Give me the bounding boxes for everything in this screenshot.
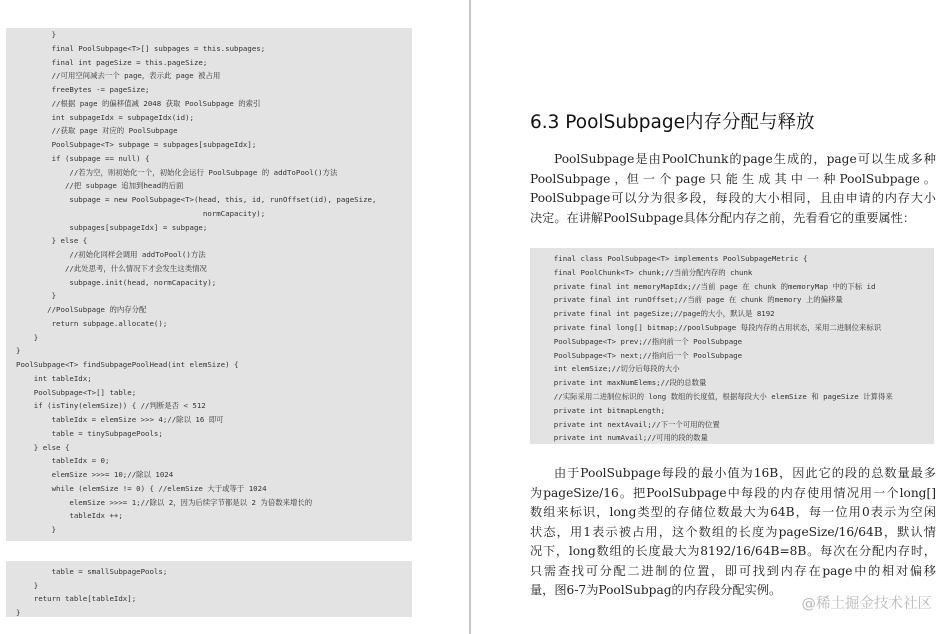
code-line: if (subpage == null) { <box>16 153 150 163</box>
code-line: PoolSubpage<T> prev;//指向前一个 PoolSubpage <box>536 336 743 346</box>
code-line: } <box>16 291 57 301</box>
code-line: return table[tableIdx]; <box>16 594 137 603</box>
code-line: PoolSubpage<T>[] table; <box>16 387 137 397</box>
code-line: //实际采用二进制位标识的 long 数组的长度值，根据每段大小 elemSize 和 pageSize 计算得来 <box>536 392 893 401</box>
code-line: private final int memoryMapIdx;//当前 page 在 chunk 的memoryMap 中的下标 id <box>536 281 876 291</box>
intro-paragraph <box>530 150 936 228</box>
code-line: //此处思考，什么情况下才会发生这类情况 <box>16 263 207 273</box>
code-block-allocate-subpage <box>6 28 412 541</box>
code-line: tableIdx = elemSize >>> 4;//除以 16 即可 <box>16 415 224 424</box>
code-line: private final int pageSize;//page的大小，默认是 8192 <box>536 309 775 319</box>
code-line: PoolSubpage<T> findSubpagePoolHead(int elemSize) { <box>16 360 239 369</box>
section-title: 6.3 PoolSubpage内存分配与释放 <box>530 112 815 133</box>
code-line: return subpage.allocate(); <box>16 318 168 328</box>
code-line: private int nextAvail;//下一个可用的位置 <box>536 419 720 429</box>
paragraph-line: 决定。在讲解PoolSubpage具体分配内存之前，先看看它的重要属性： <box>530 210 916 225</box>
code-line: //把 subpage 追加到head的后面 <box>16 181 184 191</box>
paragraph-line: PoolSubpage ，但 一 个 page 只 能 生 成 其 中 一 种 PoolSubpage 。 <box>530 171 936 186</box>
code-line: //获取 page 对应的 PoolSubpage <box>16 126 178 136</box>
code-line: freeBytes -= pageSize; <box>16 85 150 94</box>
code-line: subpages[subpageIdx] = subpage; <box>16 222 208 232</box>
code-line: //PoolSubpage 的内存分配 <box>16 305 147 314</box>
paragraph-line: 只需查找可分配二进制的位置，即可找到内存在page中的相对偏移 <box>530 563 936 578</box>
code-line: while (elemSize != 0) { //elemSize 大于或等于 1024 <box>16 483 267 493</box>
code-line: int elemSize;//切分后每段的大小 <box>536 364 680 374</box>
code-line: if (isTiny(elemSize)) { //判断是否 < 512 <box>16 401 206 411</box>
paragraph-line: 况下，long数组的长度最大为8192/16/64B=8B。每次在分配内存时， <box>530 544 936 558</box>
code-line: //若为空，则初始化一个，初始化会运行 PoolSubpage 的 addToPool()方法 <box>16 167 338 177</box>
code-line: final PoolSubpage<T>[] subpages = this.subpages; <box>16 43 266 53</box>
code-line: } <box>16 580 39 590</box>
code-line: //根据 page 的偏移值减 2048 获取 PoolSubpage 的索引 <box>16 98 261 108</box>
code-line: final int pageSize = this.pageSize; <box>16 57 208 67</box>
code-line: normCapacity); <box>16 208 266 218</box>
code-line: elemSize >>>= 10;//除以 1024 <box>16 470 174 479</box>
code-line: table = smallSubpagePools; <box>16 567 168 576</box>
paragraph-line: 状态，用1表示被占用，这个数组的长度为pageSize/16/64B，默认情 <box>530 524 936 539</box>
code-line: elemSize >>>= 1;//除以 2，因为后续字节都是以 2 为倍数来增长的 <box>16 497 313 507</box>
code-line: final class PoolSubpage<T> implements PoolSubpageMetric { <box>536 254 808 263</box>
code-line: tableIdx = 0; <box>16 456 110 466</box>
code-line: } <box>16 30 57 39</box>
code-line: } else { <box>16 442 70 452</box>
left-page <box>0 0 470 634</box>
watermark: @稀土掘金技术社区 <box>801 596 932 612</box>
paragraph-line: 量，图6-7为PoolSubpag的内存段分配实例。 <box>530 583 782 597</box>
paragraph-line: PoolSubpage是由PoolChunk的page生成的，page可以生成多种 <box>554 152 936 166</box>
code-line: private final long[] bitmap;//poolSubpage 每段内存的占用状态，采用二进制位来标识 <box>536 323 882 332</box>
code-line: final PoolChunk<T> chunk;//当前分配内存的 chunk <box>536 267 753 277</box>
code-line: } <box>16 346 21 356</box>
code-line: } else { <box>16 236 88 246</box>
body-paragraph <box>530 464 936 601</box>
code-line: subpage.init(head, normCapacity); <box>16 277 217 287</box>
code-line: } <box>16 607 21 617</box>
code-block-subpage-fields <box>530 248 934 444</box>
code-line: int tableIdx; <box>16 373 92 383</box>
code-line: PoolSubpage<T> next;//指向后一个 PoolSubpage <box>536 350 743 360</box>
code-line: PoolSubpage<T> subpage = subpages[subpageIdx]; <box>16 140 257 149</box>
code-line: //初始化同样会调用 addToPool()方法 <box>16 250 206 259</box>
code-line: } <box>16 332 39 342</box>
code-line: private int maxNumElems;//段的总数量 <box>536 378 707 388</box>
code-line: tableIdx ++; <box>16 511 123 521</box>
code-line: } <box>16 525 57 534</box>
paragraph-line: 为pageSize/16。把PoolSubpage中每段的内存使用情况用一个long[] <box>530 485 936 500</box>
code-line: private final int runOffset;//当前 page 在 chunk 的memory 上的偏移量 <box>536 295 843 305</box>
code-line: int subpageIdx = subpageIdx(id); <box>16 112 194 122</box>
code-line: subpage = new PoolSubpage<T>(head, this, id, runOffset(id), pageSize, <box>16 195 377 204</box>
code-line: //可用空间减去一个 page，表示此 page 被占用 <box>16 71 221 81</box>
paragraph-line: 由于PoolSubpage每段的最小值为16B，因此它的段的总数量最多 <box>554 466 936 480</box>
paragraph-line: PoolSubpage可以分为很多段，每段的大小相同，且由申请的内存大小 <box>530 191 936 205</box>
code-line: private int numAvail;//可用的段的数量 <box>536 433 708 443</box>
paragraph-line: 数组来标识，long类型的存储位数最大为64B，每一位用0表示为空闲 <box>530 505 936 519</box>
page-gutter <box>469 0 471 634</box>
right-page <box>472 0 950 634</box>
code-line: private int bitmapLength; <box>536 405 666 415</box>
code-line: table = tinySubpagePools; <box>16 428 163 438</box>
code-block-return-table <box>6 561 412 617</box>
